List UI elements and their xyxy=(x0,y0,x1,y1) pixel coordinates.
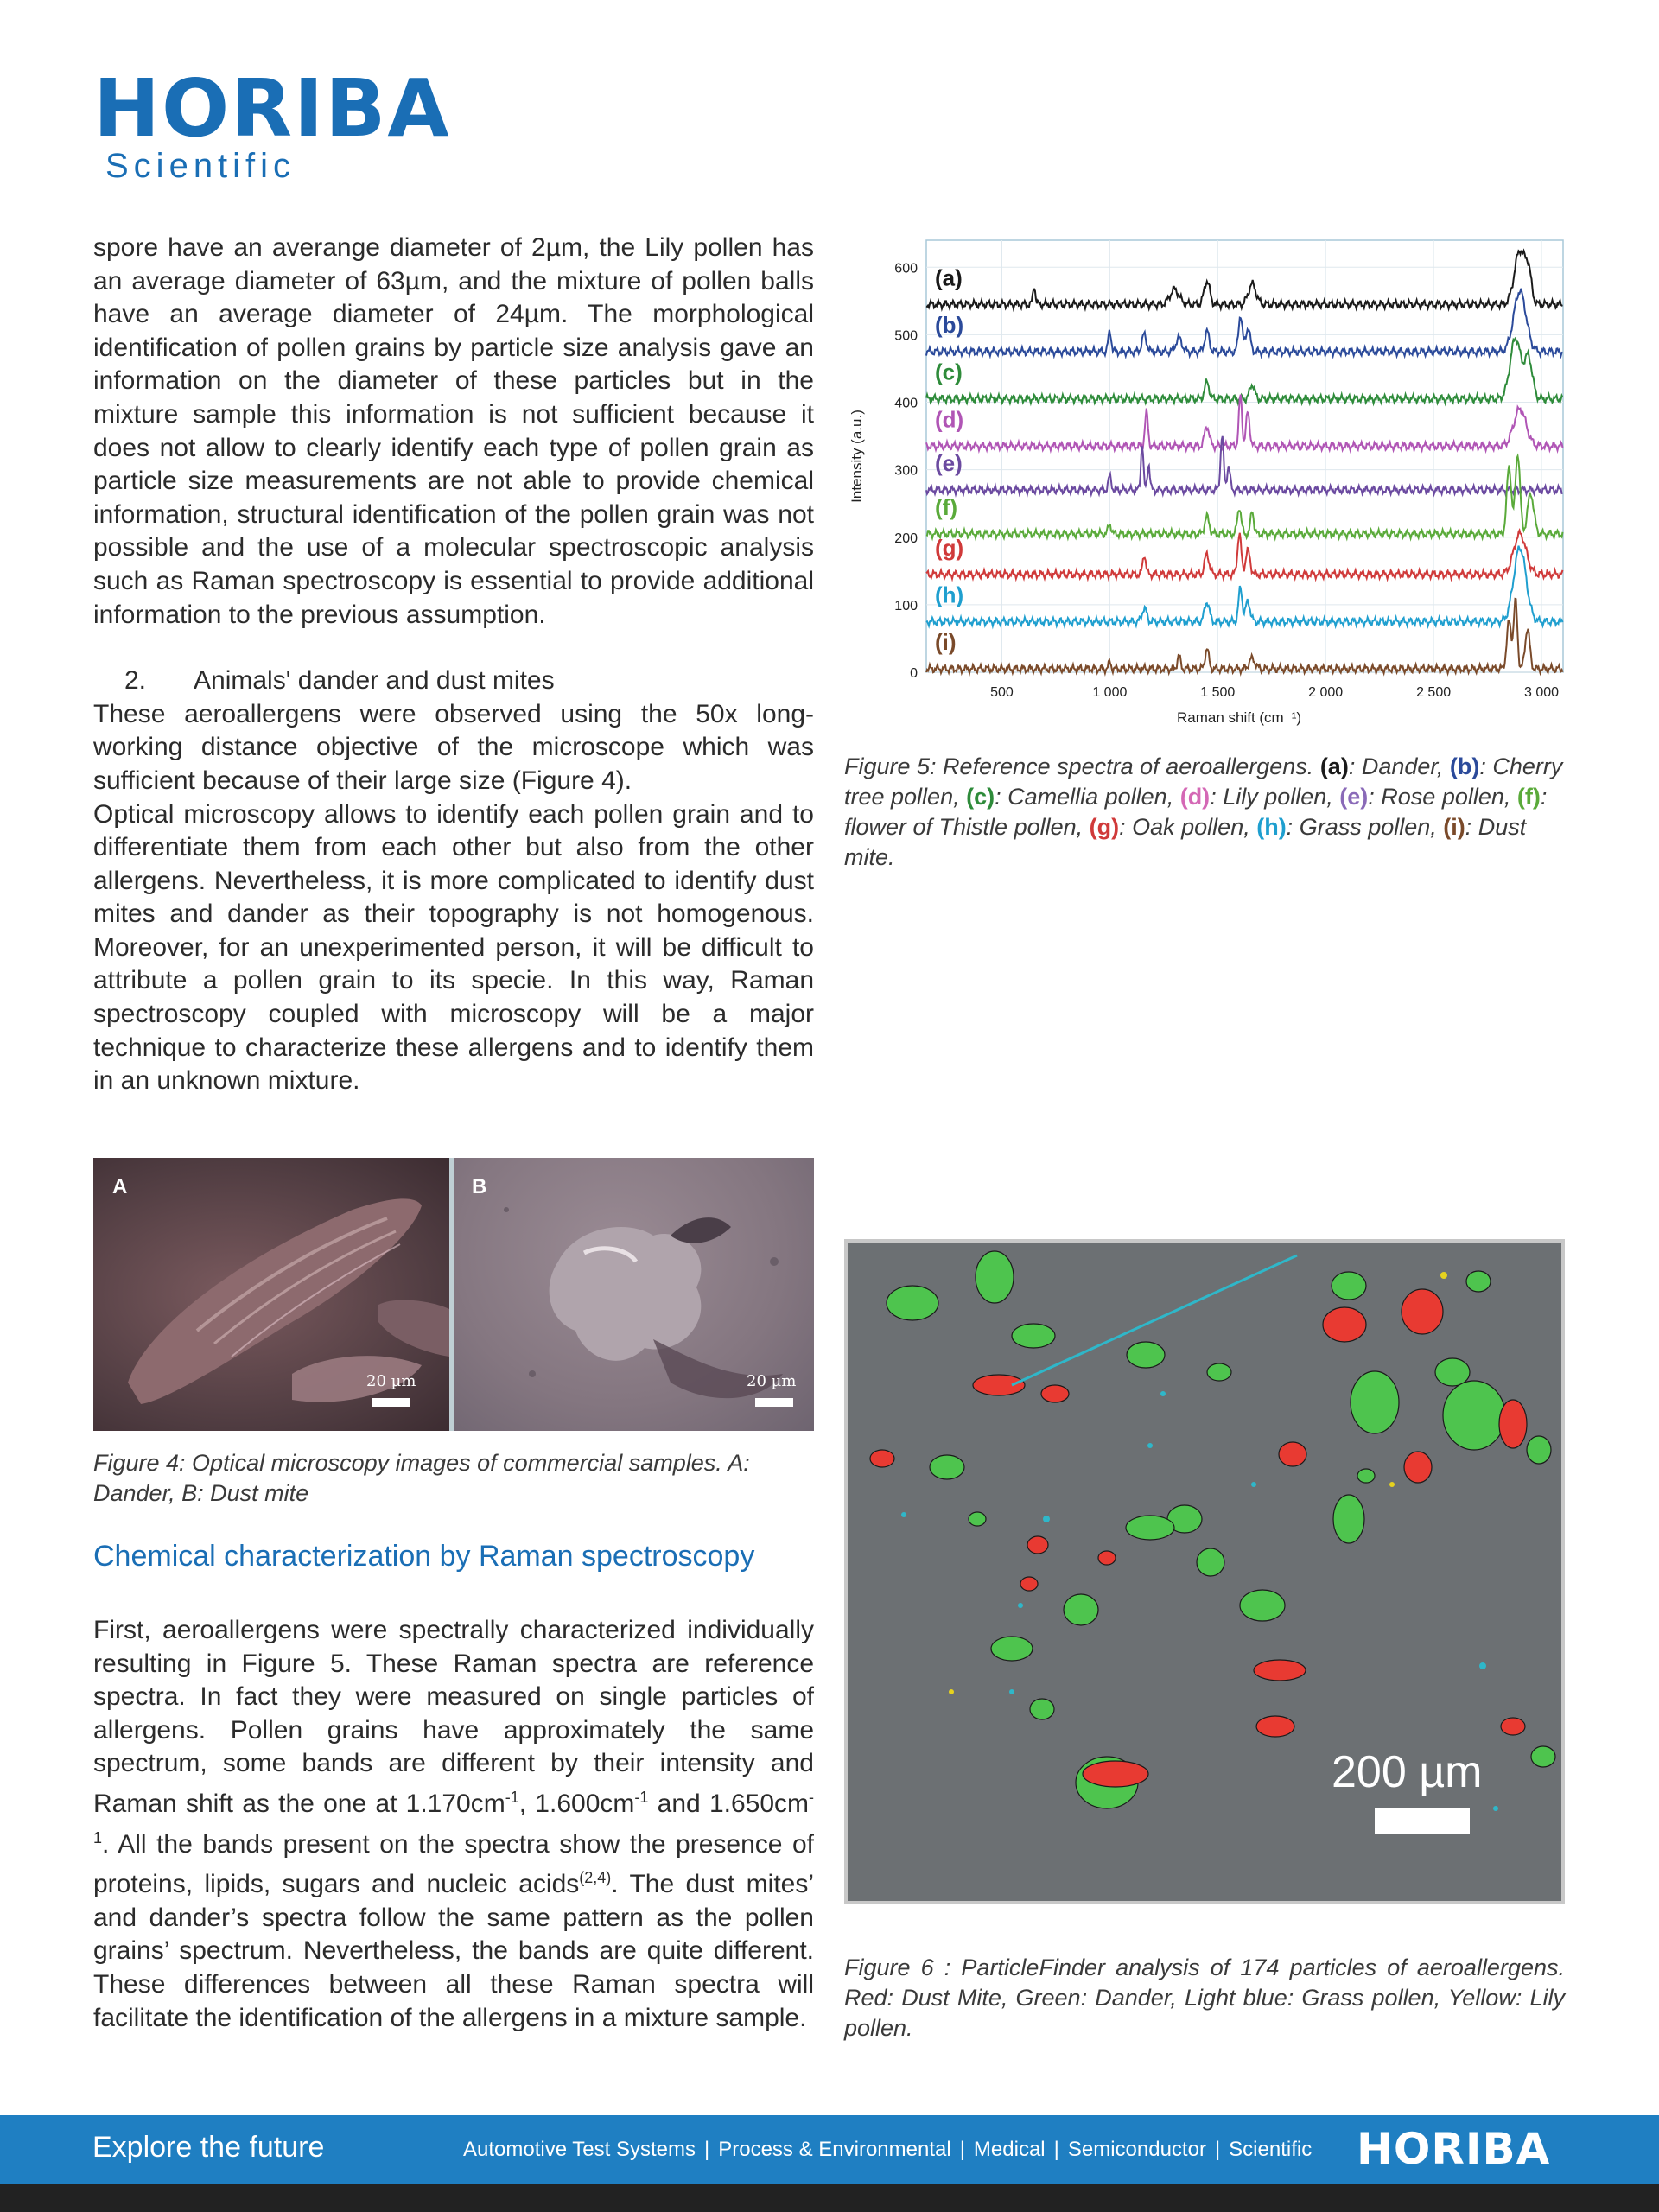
grass-particle xyxy=(1043,1516,1050,1522)
grass-particle xyxy=(1160,1391,1166,1396)
footer-bar xyxy=(0,2115,1659,2184)
x-axis-title: Raman shift (cm⁻¹) xyxy=(1176,709,1302,726)
mite-particle xyxy=(1041,1385,1069,1402)
horiba-logo xyxy=(93,62,474,186)
caption-text-5: : flower of Thistle pollen, xyxy=(844,784,1548,840)
list-text: Animals' dander and dust mites xyxy=(194,666,555,696)
y-tick-label: 500 xyxy=(894,328,918,344)
x-tick-label: 1 500 xyxy=(1200,685,1236,700)
caption-text-1: : Cherry tree pollen, xyxy=(844,753,1563,810)
section-heading: Chemical characterization by Raman spectroscopy xyxy=(93,1540,755,1573)
mite-particle xyxy=(1254,1660,1306,1681)
series-label-0: (a) xyxy=(935,264,963,291)
x-tick-label: 2 500 xyxy=(1416,685,1452,700)
series-label-8: (i) xyxy=(935,629,957,656)
chemical-paragraph-block xyxy=(93,1614,814,2035)
grass-particle xyxy=(1018,1603,1023,1608)
dander-particle xyxy=(991,1637,1033,1661)
y-axis-title: Intensity (a.u.) xyxy=(849,410,865,503)
series-label-3: (d) xyxy=(935,406,964,433)
dander-particle xyxy=(930,1455,964,1479)
panel-a-label: A xyxy=(112,1175,128,1198)
lily-particle xyxy=(1440,1272,1447,1279)
series-label-6: (g) xyxy=(935,534,964,561)
dander-particle xyxy=(1197,1548,1224,1576)
scale-bar-a xyxy=(372,1398,410,1407)
mite-particle xyxy=(1020,1577,1038,1591)
scale-label-200um: 200 µm xyxy=(1332,1747,1483,1797)
scale-label-a: 20 µm xyxy=(366,1372,416,1390)
particle-map-drawing xyxy=(848,1243,1561,1901)
footer-bottom-band xyxy=(0,2184,1659,2212)
grass-particle xyxy=(1251,1482,1256,1487)
chart-series-labels xyxy=(935,264,963,655)
y-tick-label: 0 xyxy=(910,666,918,681)
x-tick-label: 1 000 xyxy=(1092,685,1128,700)
list-number: 2. xyxy=(124,666,147,696)
footer-separator: | xyxy=(704,2138,710,2161)
dander-particle xyxy=(1126,1516,1174,1540)
left-column-top xyxy=(93,232,814,1098)
chem-sup-2: -1 xyxy=(634,1788,649,1806)
dander-particle xyxy=(1064,1594,1098,1625)
chem-text-3: and 1.650cm xyxy=(648,1789,810,1818)
list-item xyxy=(93,664,814,698)
footer-link-medical[interactable]: Medical xyxy=(973,2138,1046,2161)
grass-particle xyxy=(901,1512,906,1517)
mite-particle xyxy=(1404,1452,1432,1483)
mite-particle xyxy=(1499,1400,1527,1448)
chem-sup-1: -1 xyxy=(505,1788,519,1806)
mite-particle xyxy=(1323,1307,1366,1342)
chem-text-2: , 1.600cm xyxy=(518,1789,635,1818)
mite-particle xyxy=(1256,1716,1294,1737)
dander-particle xyxy=(1207,1363,1231,1381)
figure4-panel-a xyxy=(93,1158,449,1431)
dander-particle xyxy=(1466,1271,1491,1292)
grass-particle xyxy=(1147,1443,1153,1448)
paragraph-observation: These aeroallergens were observed using the 50x long-working distance objective of the microscope which was sufficient because of their large size (Figure 4). xyxy=(93,699,814,795)
footer-tagline: Explore the future xyxy=(92,2131,325,2164)
logo-wordmark: HORIBA xyxy=(93,62,451,155)
figure5-caption-prefix: Figure 5: Reference spectra of aeroallergens. xyxy=(844,753,1320,779)
caption-label-5: (f) xyxy=(1516,784,1541,810)
caption-label-3: (d) xyxy=(1179,784,1211,810)
footer-separator: | xyxy=(1214,2138,1221,2161)
grass-particle xyxy=(1479,1662,1486,1669)
mite-particle xyxy=(973,1375,1025,1395)
dander-particle xyxy=(1357,1469,1375,1483)
x-tick-label: 2 000 xyxy=(1308,685,1344,700)
caption-text-6: : Oak pollen, xyxy=(1119,814,1257,840)
figure5-caption-block xyxy=(844,752,1565,873)
logo-subtitle: Scientific xyxy=(105,147,296,185)
figure4-caption-block xyxy=(93,1448,814,1509)
footer-separator: | xyxy=(959,2138,965,2161)
footer-separator: | xyxy=(1053,2138,1059,2161)
y-tick-label: 300 xyxy=(894,463,918,479)
footer-link-scientific[interactable]: Scientific xyxy=(1229,2138,1313,2161)
scale-bar-b xyxy=(755,1398,793,1407)
caption-text-3: : Lily pollen, xyxy=(1210,784,1340,810)
mite-particle xyxy=(1098,1551,1116,1565)
figure5-caption xyxy=(844,752,1565,873)
series-label-4: (e) xyxy=(935,450,963,477)
mite-particle xyxy=(1279,1442,1306,1466)
panel-b-label: B xyxy=(472,1175,487,1198)
mite-particle xyxy=(870,1450,894,1467)
dander-particle xyxy=(1351,1371,1399,1433)
dander-particle xyxy=(976,1251,1014,1303)
chem-text-4: . All the bands present on the spectra show the presence of proteins, lipids, sugars and nucleic acids xyxy=(93,1829,814,1899)
dander-particle xyxy=(1333,1495,1364,1543)
grass-particle xyxy=(1009,1689,1014,1694)
series-label-2: (c) xyxy=(935,359,963,385)
dander-particle xyxy=(1127,1342,1165,1368)
figure4-caption: Figure 4: Optical microscopy images of commercial samples. A: Dander, B: Dust mite xyxy=(93,1450,750,1506)
dander-particle xyxy=(1030,1699,1054,1719)
caption-label-0: (a) xyxy=(1319,753,1349,779)
caption-label-2: (c) xyxy=(966,784,995,810)
dander-particle xyxy=(1332,1272,1366,1300)
caption-text-2: : Camellia pollen, xyxy=(995,784,1180,810)
mite-particle xyxy=(1501,1718,1525,1735)
dander-particle xyxy=(1012,1324,1055,1348)
footer-link-semiconductor[interactable]: Semiconductor xyxy=(1067,2138,1206,2161)
y-tick-label: 100 xyxy=(894,598,918,613)
footer-link-automotive[interactable]: Automotive Test Systems xyxy=(463,2138,696,2161)
figure6-caption-block xyxy=(844,1953,1565,2044)
chemical-paragraph xyxy=(93,1614,814,2035)
lily-particle xyxy=(949,1689,954,1694)
dander-particle xyxy=(1443,1381,1505,1450)
chem-sup-3: -1 xyxy=(93,1788,815,1847)
dander-particle xyxy=(969,1512,986,1526)
chem-text-1: First, aeroallergens were spectrally characterized individually resulting in Figure 5. These Raman spectra are reference spectra. In fact they were measured on single particles of allergens. Pollen grains have approximately the same spectrum, some bands are different by their intensity and Raman shift as the one at 1.170cm xyxy=(93,1616,814,1818)
x-tick-label: 3 000 xyxy=(1523,685,1560,700)
grass-particle xyxy=(1493,1806,1498,1811)
figure4-panel-b xyxy=(454,1158,814,1431)
series-label-7: (h) xyxy=(935,582,964,608)
series-label-5: (f) xyxy=(935,493,957,520)
caption-label-4: (e) xyxy=(1339,784,1369,810)
raman-spectra-chart xyxy=(844,232,1565,733)
intro-paragraph: spore have an averange diameter of 2µm, the Lily pollen has an average diameter of 63µm, and the mixture of pollen balls have an average diameter of 24µm. The morphological identification of pollen grains by particle size analysis gave an information on the diameter of these particles but in the mixture sample this information is not sufficient because it does not allow to clearly identify each type of pollen grain as particle size measurements are not able to provide chemical information, structural identification of the pollen grain was not possible and the use of a molecular spectroscopic analysis such as Raman spectroscopy is essential to provide additional information to the previous assumption. xyxy=(93,233,814,629)
y-tick-label: 400 xyxy=(894,396,918,411)
caption-text-7: : Grass pollen, xyxy=(1286,814,1444,840)
figure4-images xyxy=(93,1158,814,1431)
dander-particle xyxy=(1527,1436,1551,1464)
footer-nav xyxy=(463,2138,1312,2162)
chem-text-5: . The dust mites’ and dander’s spectra follow the same pattern as the pollen grains’ spectrum. Nevertheless, the bands are quite different. These differences between all these Raman spectra will facilitate the identification of the allergens in a mixture sample. xyxy=(93,1870,814,2032)
figure6-caption: Figure 6 : ParticleFinder analysis of 174 particles of aeroallergens. Red: Dust Mite, Green: Dander, Light blue: Grass pollen, Yellow: Lily pollen. xyxy=(844,1955,1565,2041)
footer-logo: HORIBA xyxy=(1357,2124,1551,2174)
caption-text-0: : Dander, xyxy=(1348,753,1450,779)
footer-link-process[interactable]: Process & Environmental xyxy=(718,2138,951,2161)
chem-ref: (2,4) xyxy=(579,1869,612,1887)
mite-particle xyxy=(1402,1289,1443,1334)
caption-label-1: (b) xyxy=(1449,753,1480,779)
x-tick-label: 500 xyxy=(990,685,1014,700)
caption-label-7: (h) xyxy=(1256,814,1287,840)
dander-particle xyxy=(1240,1590,1285,1621)
caption-label-6: (g) xyxy=(1089,814,1120,840)
scale-bar-200um xyxy=(1375,1808,1470,1834)
paragraph-optical-microscopy: Optical microscopy allows to identify each pollen grain and to differentiate them from each other but also from the other allergens. Nevertheless, it is more complicated to identify dust mites and dander as their topography is not homogenous. Moreover, for an unexperimented person, it will be difficult to attribute a pollen grain to its specie. In this way, Raman spectroscopy coupled with microscopy will be a major technique to characterize these allergens and to identify them in an unknown mixture. xyxy=(93,799,814,1096)
particlefinder-map xyxy=(844,1239,1565,1904)
dander-particle xyxy=(1531,1746,1555,1767)
scale-label-b: 20 µm xyxy=(747,1372,797,1390)
mite-particle xyxy=(1027,1536,1048,1554)
dander-particle xyxy=(887,1286,938,1320)
particles xyxy=(870,1251,1561,1811)
lily-particle xyxy=(1389,1482,1395,1487)
caption-label-8: (i) xyxy=(1443,814,1465,840)
series-label-1: (b) xyxy=(935,312,964,339)
caption-text-8: : Dust mite. xyxy=(844,814,1527,870)
y-tick-label: 600 xyxy=(894,261,918,276)
y-tick-label: 200 xyxy=(894,531,918,546)
mite-particle xyxy=(1083,1761,1148,1787)
section-heading-block xyxy=(93,1540,814,1573)
caption-text-4: : Rose pollen, xyxy=(1368,784,1517,810)
